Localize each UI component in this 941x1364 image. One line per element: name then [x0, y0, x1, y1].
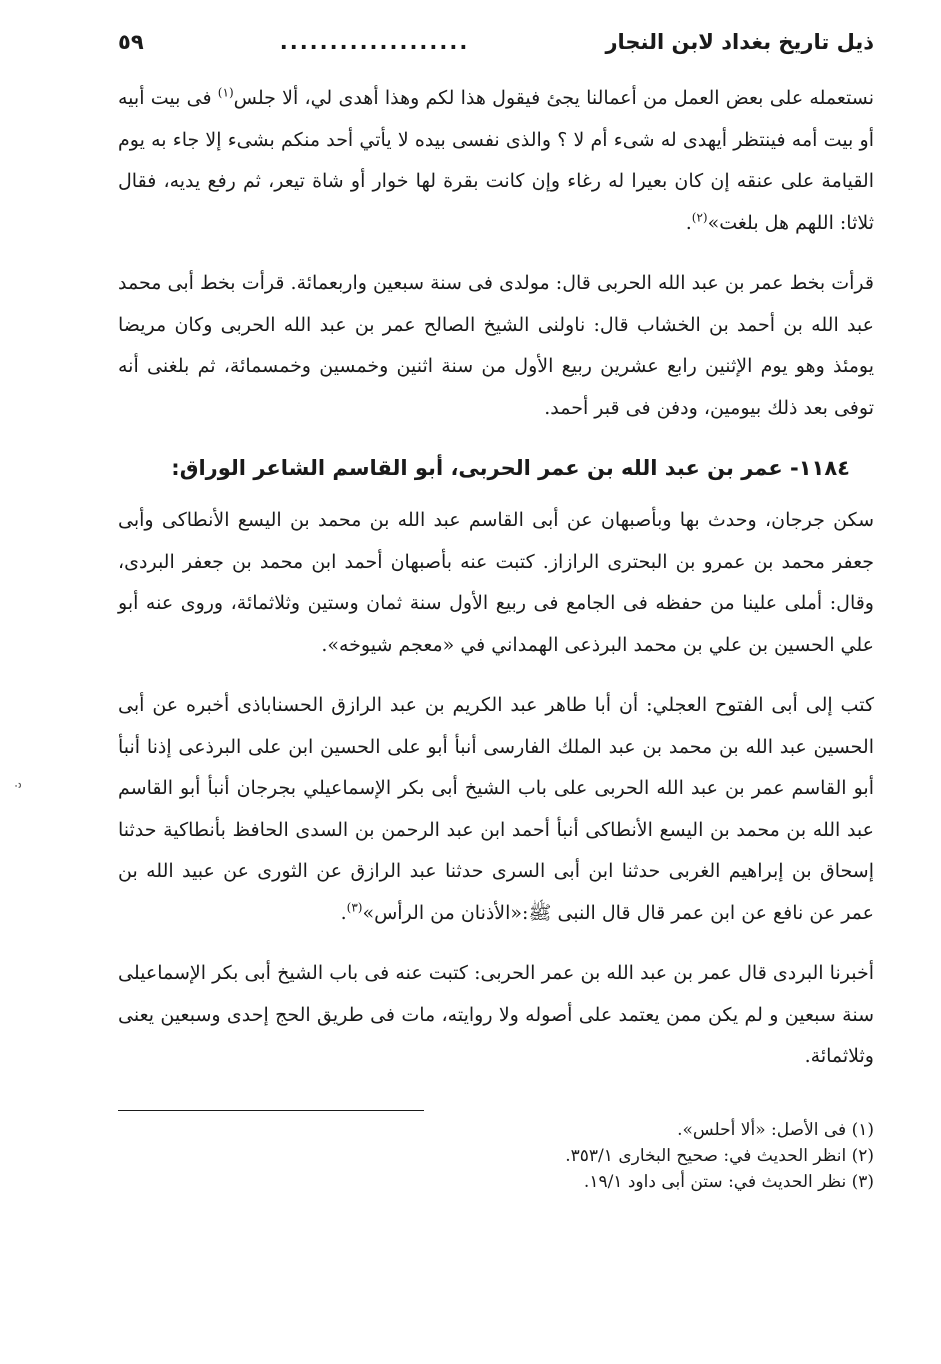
book-page: [118, 30, 874, 1350]
book-title: ذيل تاريخ بغداد لابن النجار: [605, 30, 874, 54]
paragraph-text: نستعمله على بعض العمل من أعمالنا يجئ فيقول هذا لكم وهذا أهدى لي، ألا جلس: [233, 87, 875, 109]
footnotes-list: [118, 1117, 874, 1195]
paragraph-entry-death: [118, 953, 874, 1078]
paragraph-entry-bio: [118, 500, 874, 666]
paragraph-hadith-continuation: [118, 78, 874, 244]
paragraph-birth-death: [118, 263, 874, 429]
paragraph-text: فى بيت أبيه أو بيت أمه فينتظر أيهدى له شىء أم لا ؟ والذى نفسى بيده لا يأتي أحد منكم بشىء إلا جاء به يوم القيامة على عنقه إن كان بعيرا له رغاء وإن كانت بقرة لها خوار أو شاة تيعر، ثم رفع يديه، فقال ثلاثا: اللهم هل بلغت»: [118, 87, 874, 234]
running-header: [118, 30, 874, 78]
page-number: ٥٩: [118, 30, 144, 54]
paragraph-end: .: [340, 901, 347, 924]
footnote-ref-2[interactable]: (٢): [691, 210, 708, 225]
footnote-ref-1[interactable]: (١): [217, 85, 234, 100]
header-dot-leader: ...................: [279, 30, 470, 54]
entry-heading: ١١٨٤- عمر بن عبد الله بن عمر الحربى، أبو القاسم الشاعر الوراق:: [171, 456, 850, 480]
footnote-divider: [118, 1110, 424, 1111]
paragraph-text: كتب إلى أبى الفتوح العجلي: أن أبا طاهر عبد الكريم بن عبد الرازق الحسناباذى أخبره عن أبى الحسين عبد الله بن محمد بن عبد الملك الفارسى أنبأ أبو على الحسين ابن على البرذعى إذنا أنبأ أبو القاسم عمر بن عبد الله الحربى على باب الشيخ أبى بكر الإسماعيلي بجرجان أنبأ أبو القاسم عبد الله بن محمد بن اليسع الأنطاكى أنبأ أحمد ابن عبد الرحمن بن السدى الحافظ بأنطاكية حدثنا إسحاق بن إبراهيم الغربى حدثنا ابن أبى السرى حدثنا عبد الرازق عن الثورى عن عبيد الله بن عمر عن نافع عن ابن عمر قال قال النبى ﷺ:«الأذنان من الرأس»: [118, 694, 874, 924]
paragraph-end: .: [685, 211, 692, 234]
footnote-2: (٢) انظر الحديث في: صحيح البخارى ٣٥٣/١.: [565, 1145, 874, 1166]
footnote-3: (٣) نظر الحديث في: ستن أبى داود ١٩/١.: [583, 1171, 874, 1192]
footnote-ref-3[interactable]: (٣): [346, 900, 363, 915]
paragraph-text: سكن جرجان، وحدث بها وبأصبهان عن أبى القاسم عبد الله بن محمد بن اليسع الأنطاكى وأبى جعفر محمد بن عمرو بن البحترى الرازاز. كتبت عنه بأصبهان أحمد ابن محمد بن جعفر البردى، وقال: أملى علينا من حفظه فى الجامع فى ربيع الأول سنة ثمان وستين وثلاثمائة، وروى عنه أبو علي الحسين بن علي بن محمد البرذعى الهمداني في «معجم شيوخه».: [118, 509, 874, 656]
paragraph-text: أخبرنا البردى قال عمر بن عبد الله بن عمر الحربى: كتبت عنه فى باب الشيخ أبى بكر الإسماعيلى سنة سبعين و لم يكن ممن يعتمد على أصوله ولا روايته، مات فى طريق الحج إحدى وسبعين يعنى وثلاثمائة.: [118, 962, 874, 1067]
margin-mark: ᐧ᠈: [14, 779, 23, 795]
footnote-1: (١) فى الأصل: «ألا أحلس».: [677, 1119, 874, 1140]
paragraph-text: قرأت بخط عمر بن عبد الله الحربى قال: مولدى فى سنة سبعين واربعمائة. قرأت بخط أبى محمد عبد الله بن أحمد بن الخشاب قال: ناولنى الشيخ الصالح عمر بن عبد الله الحربى وكان مريضا يومئذ وهو يوم الإثنين رابع عشرين ربيع الأول من سنة اثنين وخمسين وخمسمائة، ثم بلغنى أنه توفى بعد ذلك بيومين، ودفن فى قبر أحمد.: [118, 272, 874, 419]
paragraph-entry-isnad: [118, 685, 874, 934]
